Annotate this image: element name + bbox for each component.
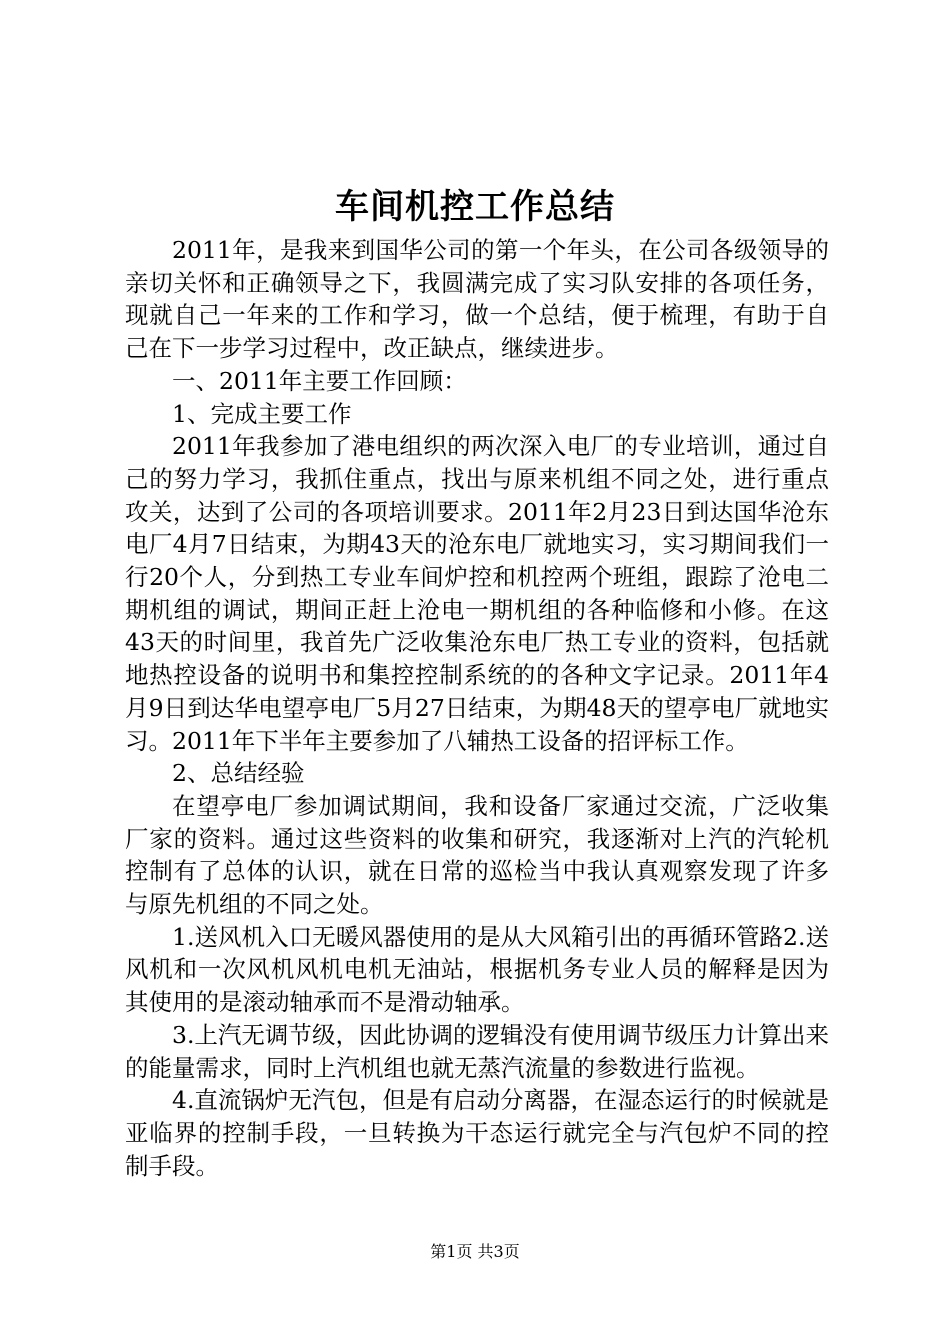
- main-work-paragraph: 2011年我参加了港电组织的两次深入电厂的专业培训，通过自己的努力学习，我抓住重点，找出与原来机组不同之处，进行重点攻关，达到了公司的各项培训要求。2011年2月23日到达国华沧东电厂4月7日结束，为期43天的沧东电厂就地实习，实习期间我们一行20个人，分到热工专业车间炉控和机控两个班组，跟踪了沧电二期机组的调试，期间正赶上沧电一期机组的各种临修和小修。在这43天的时间里，我首先广泛收集沧东电厂热工专业的资料，包括就地热控设备的说明书和集控控制系统的的各种文字记录。2011年4月9日到达华电望亭电厂5月27日结束，为期48天的望亭电厂就地实习。2011年下半年主要参加了八辅热工设备的招评标工作。: [125, 432, 829, 755]
- list-item-4: 4.直流锅炉无汽包，但是有启动分离器，在湿态运行的时候就是亚临界的控制手段，一旦转换为干态运行就完全与汽包炉不同的控制手段。: [125, 1086, 829, 1180]
- list-item-1-2: 1.送风机入口无暖风器使用的是从大风箱引出的再循环管路2.送风机和一次风机风机电机无油站，根据机务专业人员的解释是因为其使用的是滚动轴承而不是滑动轴承。: [125, 922, 829, 1017]
- document-title: 车间机控工作总结: [335, 187, 615, 227]
- subheading-main-work: 1、完成主要工作: [172, 399, 352, 428]
- document-body: [125, 234, 829, 1182]
- experience-paragraph: 在望亭电厂参加调试期间，我和设备厂家通过交流，广泛收集厂家的资料。通过这些资料的收集和研究，我逐渐对上汽的汽轮机控制有了总体的认识，就在日常的巡检当中我认真观察发现了许多与原先机组的不同之处。: [125, 791, 829, 919]
- section-heading-review: 一、2011年主要工作回顾：: [172, 366, 467, 395]
- list-item-3: 3.上汽无调节级，因此协调的逻辑没有使用调节级压力计算出来的能量需求，同时上汽机组也就无蒸汽流量的参数进行监视。: [125, 1020, 829, 1082]
- intro-paragraph: 2011年，是我来到国华公司的第一个年头，在公司各级领导的亲切关怀和正确领导之下，我圆满完成了实习队安排的各项任务，现就自己一年来的工作和学习，做一个总结，便于梳理，有助于自己在下一步学习过程中，改正缺点，继续进步。: [125, 236, 829, 363]
- subheading-experience: 2、总结经验: [172, 759, 305, 788]
- page-footer: 第1页 共3页: [430, 1242, 520, 1261]
